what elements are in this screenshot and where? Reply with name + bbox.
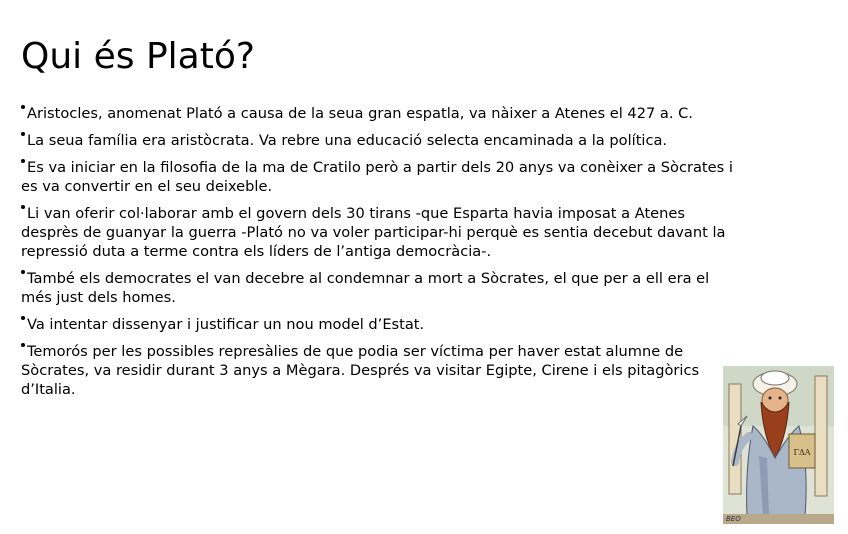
bullet-text: Temorós per les possibles represàlies de que podia ser víctima per haver estat alumne de Sòcrates, va residir durant 3 anys a Mègara. Després va visitar Egipte, Cirene i els pitagòrics d’Italia. — [21, 343, 700, 398]
bullet-text: La seua família era aristòcrata. Va rebre una educació selecta encaminada a la política. — [27, 132, 668, 149]
bullet-dot-icon — [21, 105, 25, 109]
bullet-dot-icon — [21, 316, 25, 320]
bullet-text: Va intentar dissenyar i justificar un nou model d’Estat. — [27, 316, 425, 333]
bullet-item — [21, 104, 821, 123]
bullet-item — [21, 131, 821, 150]
bullet-list — [21, 104, 821, 407]
bullet-dot-icon — [21, 270, 25, 274]
eye-left — [769, 397, 772, 400]
bullet-item — [21, 269, 821, 307]
column-left — [729, 384, 741, 494]
bullet-item — [21, 342, 821, 399]
bullet-item — [21, 315, 821, 334]
tablet-text: ΓΔΑ — [793, 448, 811, 457]
column-right — [815, 376, 827, 496]
bullet-dot-icon — [21, 343, 25, 347]
bullet-dot-icon — [21, 132, 25, 136]
bullet-dot-icon — [21, 205, 25, 209]
bullet-item — [21, 204, 821, 261]
artist-signature: BEO — [726, 515, 741, 523]
turban-top — [761, 371, 789, 385]
eye-right — [779, 397, 782, 400]
bullet-dot-icon — [21, 159, 25, 163]
bullet-text: Aristocles, anomenat Plató a causa de la seua gran espatla, va nàixer a Atenes el 427 a. C. — [27, 105, 693, 122]
bullet-item — [21, 158, 821, 196]
bullet-text: Es va iniciar en la filosofia de la ma de Cratilo però a partir dels 20 anys va conèixer a Sòcrates i es va convertir en el seu deixeble. — [21, 159, 733, 195]
plato-illustration — [723, 366, 834, 524]
bullet-text: També els democrates el van decebre al condemnar a mort a Sòcrates, el que per a ell era el més just dels homes. — [21, 270, 710, 306]
slide-title: Qui és Plató? — [21, 36, 255, 77]
bullet-text: Li van oferir col·laborar amb el govern dels 30 tirans -que Esparta havia imposat a Atenes desprès de guanyar la guerra -Plató no va voler participar-hi perquè es sentia decebut davant la repressió duta a terme contra els líders de l’antiga democràcia-. — [21, 205, 726, 260]
